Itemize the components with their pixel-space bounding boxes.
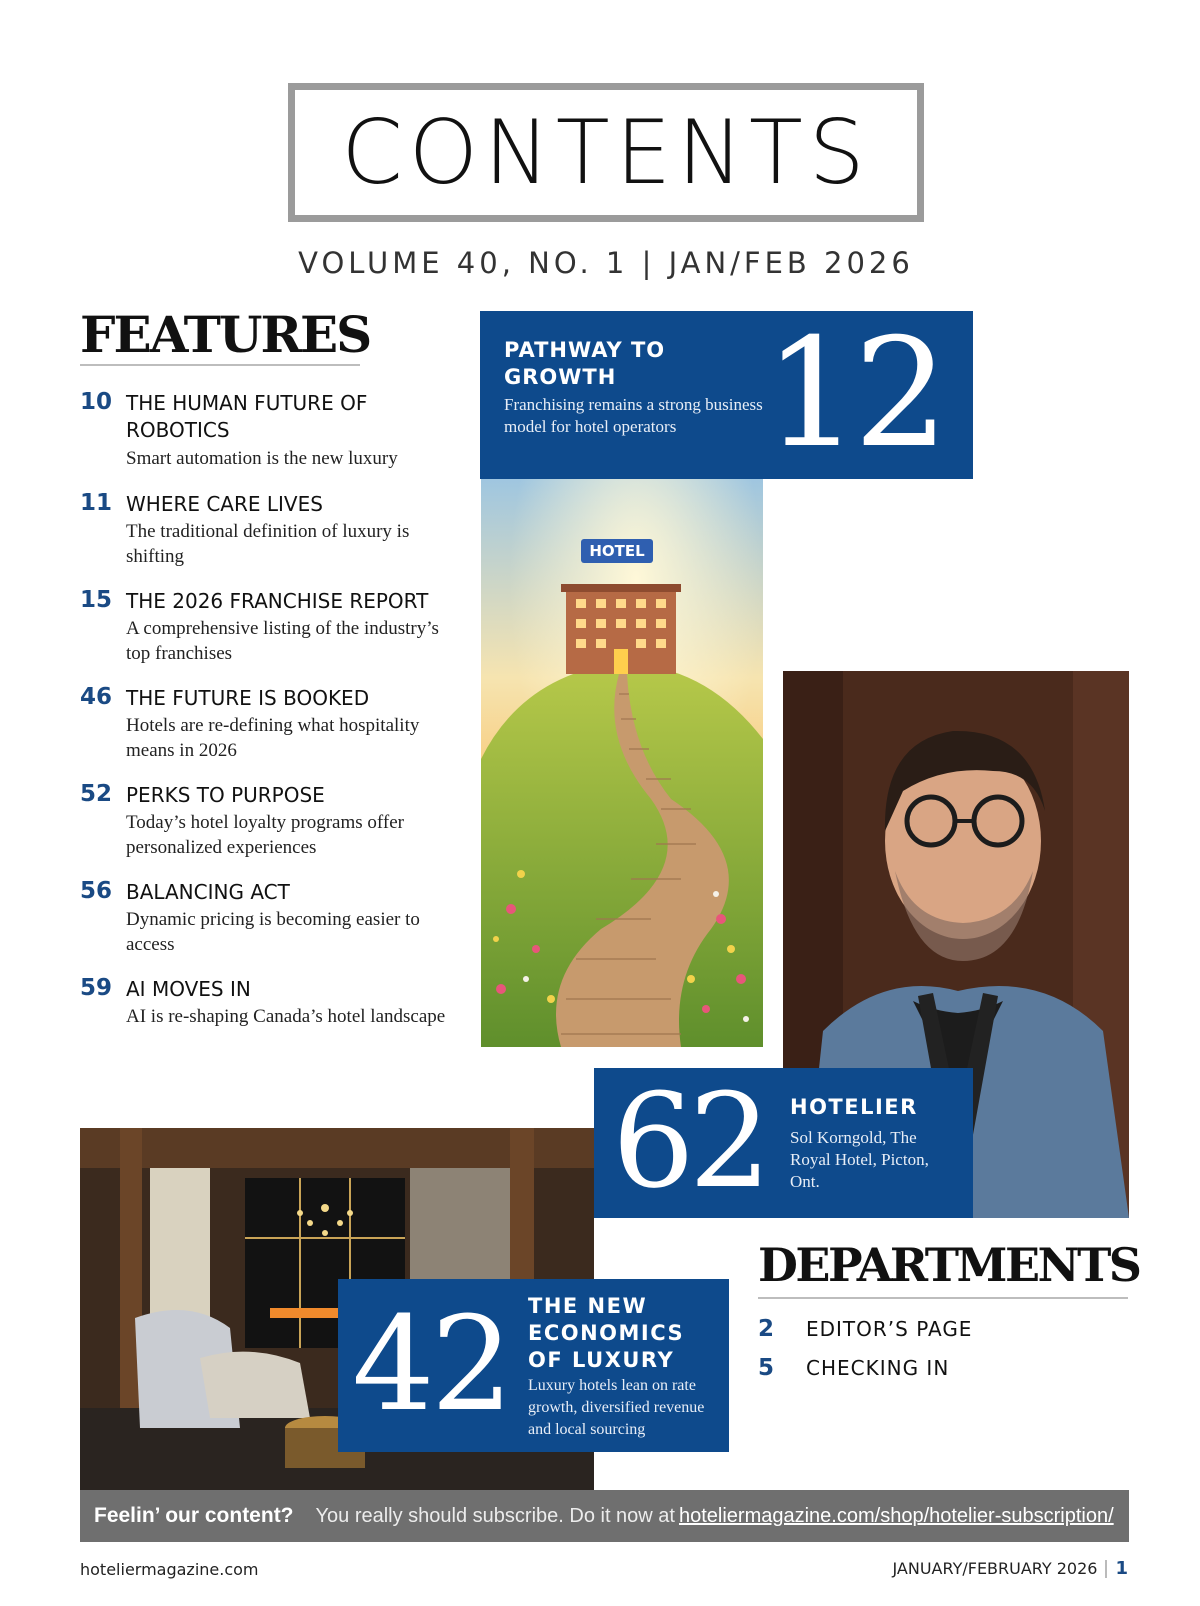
features-divider — [80, 364, 360, 366]
subscription-link[interactable]: hoteliermagazine.com/shop/hotelier-subscription/ — [678, 1504, 1114, 1527]
issue-volume-line: VOLUME 40, NO. 1 | JAN/FEB 2026 — [298, 246, 914, 280]
department-page-number: 5 — [758, 1355, 776, 1381]
feature-page-number: 52 — [80, 781, 113, 807]
feature-title: BALANCING ACT — [126, 880, 290, 904]
feature-title: WHERE CARE LIVES — [126, 492, 323, 516]
feature-title: AI MOVES IN — [126, 977, 251, 1001]
feature-title: THE HUMAN FUTURE OF ROBOTICS — [126, 391, 368, 442]
features-heading: FEATURES — [80, 305, 371, 364]
department-item[interactable] — [758, 1316, 972, 1342]
feature-page-number: 46 — [80, 684, 113, 710]
promo-headline: Feelin’ our content? — [94, 1504, 294, 1527]
card-page-number: 42 — [352, 1288, 510, 1440]
departments-divider — [758, 1297, 1128, 1299]
hotel-hill-illustration — [481, 479, 763, 1047]
footer-website[interactable]: hoteliermagazine.com — [80, 1560, 259, 1579]
card-title: THE NEW ECONOMICS OF LUXURY — [528, 1294, 685, 1372]
feature-description: Today’s hotel loyalty programs offer personalized experiences — [126, 812, 404, 858]
footer-separator — [1105, 1560, 1107, 1578]
card-description: Franchising remains a strong business model for hotel operators — [504, 395, 763, 436]
page-title: CONTENTS — [341, 100, 871, 204]
department-page-number: 2 — [758, 1316, 776, 1342]
card-title: PATHWAY TO GROWTH — [504, 338, 666, 389]
footer-issue-date: JANUARY/FEBRUARY 2026 — [892, 1559, 1098, 1578]
footer-issue-info — [892, 1558, 1128, 1579]
feature-title: THE FUTURE IS BOOKED — [126, 686, 370, 710]
feature-card-pathway[interactable] — [480, 307, 973, 481]
feature-page-number: 56 — [80, 878, 113, 904]
feature-card-luxury[interactable] — [338, 1279, 729, 1452]
feature-title: THE 2026 FRANCHISE REPORT — [126, 589, 429, 613]
departments-heading: DEPARTMENTS — [758, 1238, 1140, 1292]
card-page-number: 12 — [764, 307, 943, 481]
feature-page-number: 59 — [80, 975, 113, 1001]
feature-description: Hotels are re-defining what hospitality means in 2026 — [126, 715, 420, 761]
contents-title-box — [288, 83, 924, 222]
card-page-number: 62 — [612, 1065, 766, 1217]
feature-description: Dynamic pricing is becoming easier to access — [126, 909, 420, 955]
footer-page-number: 1 — [1115, 1558, 1128, 1579]
hotel-sign-text: HOTEL — [589, 542, 645, 560]
feature-description: The traditional definition of luxury is shifting — [126, 521, 410, 567]
card-description: Sol Korngold, The Royal Hotel, Picton, Ont. — [790, 1128, 929, 1191]
feature-description: A comprehensive listing of the industry’s top franchises — [126, 618, 439, 664]
card-description: Luxury hotels lean on rate growth, diversified revenue and local sourcing — [528, 1377, 705, 1438]
feature-page-number: 15 — [80, 587, 113, 613]
department-label: EDITOR’S PAGE — [806, 1317, 973, 1341]
department-label: CHECKING IN — [806, 1356, 950, 1380]
feature-title: PERKS TO PURPOSE — [126, 783, 325, 807]
feature-card-hotelier[interactable] — [594, 1065, 973, 1218]
feature-description: AI is re-shaping Canada’s hotel landscape — [126, 1006, 446, 1027]
promo-text: You really should subscribe. Do it now at — [315, 1504, 675, 1527]
department-item[interactable] — [758, 1355, 949, 1381]
subscription-promo-bar — [80, 1490, 1129, 1542]
feature-page-number: 10 — [80, 389, 113, 415]
card-title: HOTELIER — [790, 1095, 918, 1119]
feature-page-number: 11 — [80, 490, 113, 516]
feature-description: Smart automation is the new luxury — [126, 448, 398, 469]
